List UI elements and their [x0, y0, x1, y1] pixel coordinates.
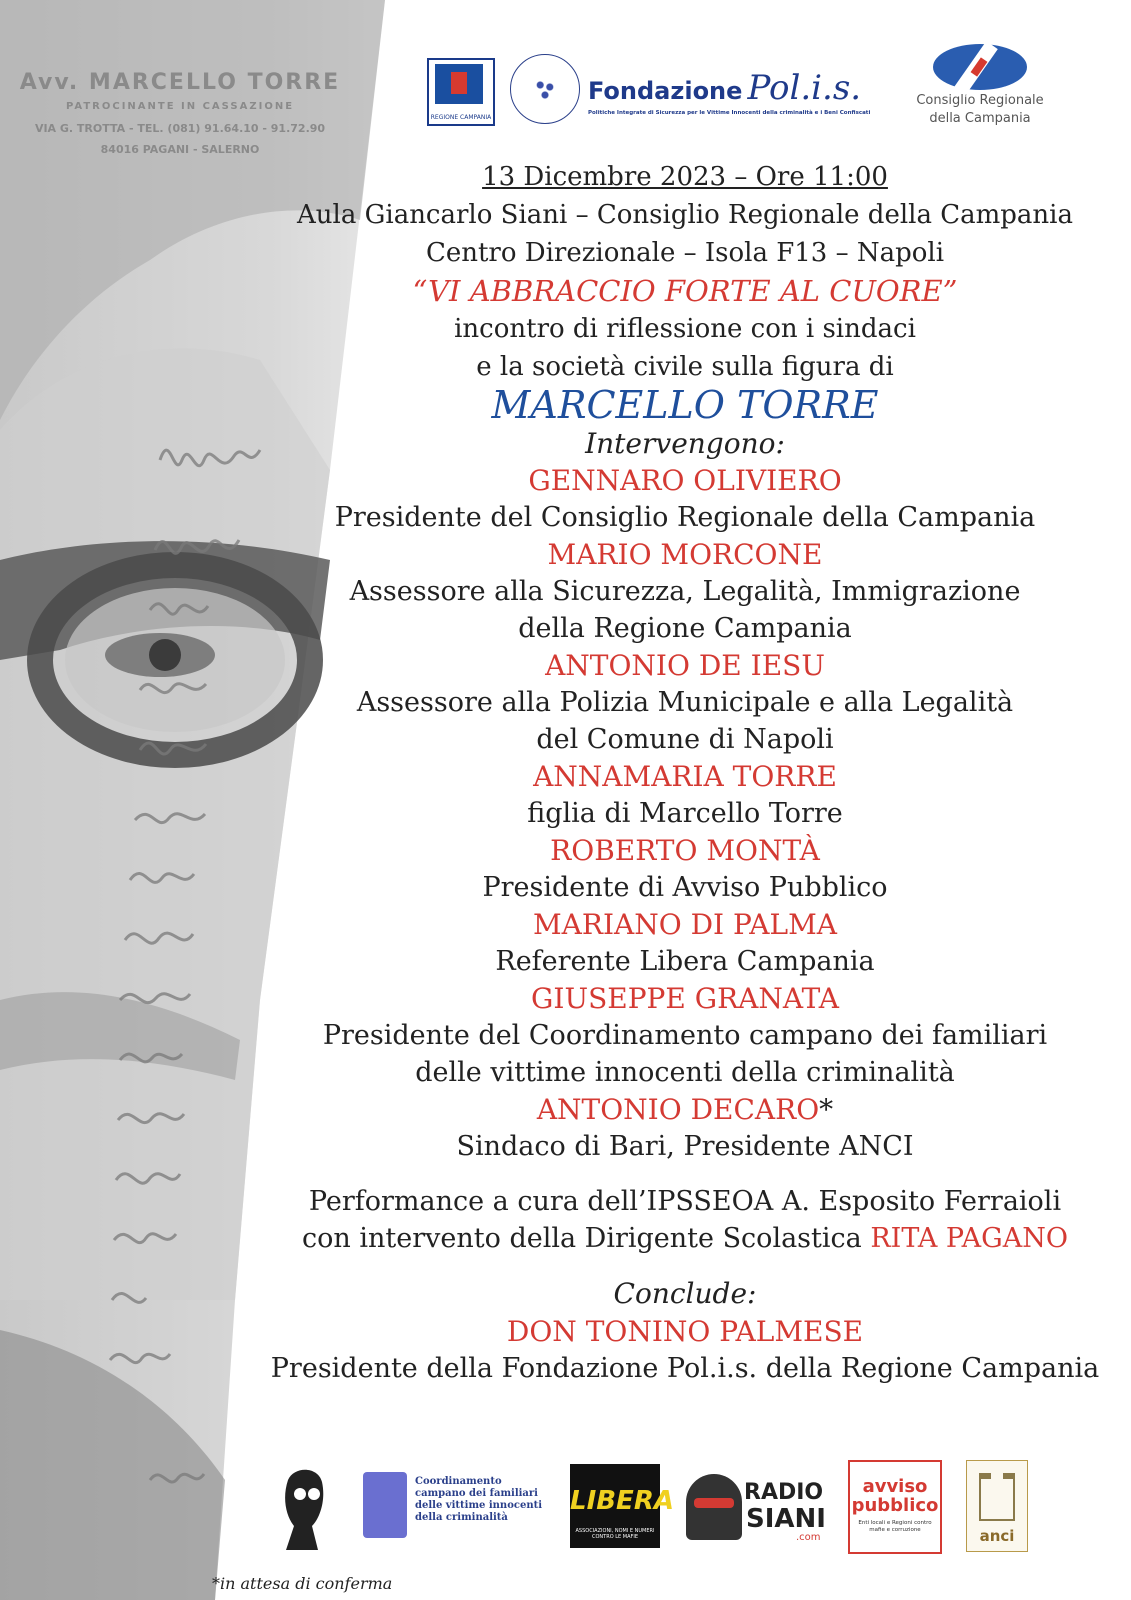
letterhead-subtitle: PATROCINANTE IN CASSAZIONE: [65, 101, 295, 112]
speaker-name: ANNAMARIA TORRE: [533, 760, 837, 793]
radio-suffix: .com: [796, 1532, 821, 1543]
event-title: “VI ABBRACCIO FORTE AL CUORE”: [412, 274, 958, 308]
performance-line1: Performance a cura dell’IPSSEOA A. Esposito Ferraioli: [308, 1186, 1062, 1217]
speaker-role: Sindaco di Bari, Presidente ANCI: [456, 1131, 914, 1162]
event-address: Centro Direzionale – Isola F13 – Napoli: [425, 238, 945, 268]
event-venue: Aula Giancarlo Siani – Consiglio Regionale della Campania: [297, 200, 1073, 230]
speaker-role: Assessore alla Sicurezza, Legalità, Immigrazione: [349, 576, 1021, 607]
radio-line1: RADIO: [744, 1480, 824, 1505]
regione-campania-logo: [427, 58, 495, 126]
speaker-name: ANTONIO DE IESU: [545, 649, 825, 682]
coordinamento-logo: [363, 1472, 553, 1542]
polis-tagline: Politiche Integrate di Sicurezza per le Vittime Innocenti della criminalità e i Beni Confiscati: [588, 110, 871, 116]
anci-tower-icon: [979, 1473, 1015, 1521]
speaker-role: Assessore alla Polizia Municipale e alla Legalità: [356, 687, 1014, 718]
speaker-list: [270, 462, 1100, 1165]
polis-dots-icon: [533, 79, 557, 99]
event-details: [270, 158, 1100, 1387]
letterhead-address: VIA G. TROTTA - TEL. (081) 91.64.10 - 91.72.90: [34, 122, 326, 135]
event-description-line2: e la società civile sulla figura di: [476, 352, 894, 382]
speaker-role: Presidente del Coordinamento campano dei familiari: [322, 1020, 1048, 1051]
radio-line2: SIANI: [746, 1504, 826, 1534]
anci-logo: [966, 1460, 1028, 1552]
speaker-name: ROBERTO MONTÀ: [550, 834, 820, 867]
regione-shield-icon: [435, 64, 483, 104]
performance-name: RITA PAGANO: [870, 1223, 1068, 1254]
consiglio-emblem-icon: [933, 40, 1027, 92]
polis-prefix: Fondazione: [588, 77, 743, 105]
speaker-role: figlia di Marcello Torre: [527, 798, 843, 829]
polis-emblem-icon: [510, 54, 580, 124]
polis-wordmark: [588, 68, 898, 116]
coordinamento-text: Coordinamento campano dei familiari delle vittime innocenti della criminalità: [415, 1476, 543, 1523]
consiglio-line2: della Campania: [929, 111, 1031, 126]
event-date: 13 Dicembre 2023 – Ore 11:00: [482, 162, 888, 192]
speaker-role: Presidente del Consiglio Regionale della Campania: [334, 502, 1036, 533]
speaker-name-asterisk: *: [819, 1093, 834, 1126]
regione-label: REGIONE CAMPANIA: [430, 114, 492, 121]
consiglio-regionale-logo: [910, 40, 1050, 150]
speaker-name: [270, 1091, 1100, 1128]
libera-name: LIBERA: [570, 1486, 674, 1516]
speaker-name: GIUSEPPE GRANATA: [531, 982, 839, 1015]
letterhead-city: 84016 PAGANI - SALERNO: [100, 143, 260, 156]
speaker-role: delle vittime innocenti della criminalità: [415, 1057, 955, 1088]
performance-line2: [270, 1220, 1100, 1257]
speaker-role: Presidente di Avviso Pubblico: [482, 872, 888, 903]
libera-logo: [570, 1464, 674, 1548]
coordinamento-emblem-icon: [363, 1472, 407, 1538]
speaker-role: della Regione Campania: [518, 613, 852, 644]
partner-logos: [268, 1460, 1068, 1550]
speaker-name: MARIANO DI PALMA: [533, 908, 837, 941]
speaker-name: GENNARO OLIVIERO: [528, 464, 842, 497]
letterhead-name: Avv. MARCELLO TORRE: [19, 70, 341, 95]
libera-sub: ASSOCIAZIONI, NOMI E NUMERI CONTRO LE MAFIE: [575, 1528, 655, 1540]
anci-name: anci: [979, 1527, 1015, 1545]
radio-siani-face-icon: [686, 1474, 742, 1540]
speaker-role: Referente Libera Campania: [495, 946, 875, 977]
torre-portrait-logo: [274, 1460, 334, 1550]
polis-name: Pol.i.s.: [747, 68, 862, 108]
speaker-name: MARIO MORCONE: [547, 538, 823, 571]
avviso-sub: Enti locali e Regioni contro mafie e corruzione: [858, 1520, 932, 1533]
speaker-role: del Comune di Napoli: [536, 724, 834, 755]
event-description-line1: incontro di riflessione con i sindaci: [454, 314, 916, 344]
speakers-label: Intervengono:: [585, 427, 785, 460]
speaker-name-text: ANTONIO DECARO: [536, 1093, 820, 1126]
conclusion-label: Conclude:: [613, 1277, 757, 1310]
avviso-pubblico-logo: [848, 1460, 942, 1554]
event-subject: MARCELLO TORRE: [491, 383, 879, 427]
avviso-line2: pubblico: [851, 1495, 939, 1516]
conclusion-name: DON TONINO PALMESE: [506, 1315, 864, 1348]
consiglio-line1: Consiglio Regionale: [916, 93, 1044, 108]
avviso-line1: avviso: [862, 1476, 928, 1497]
footnote: *in attesa di conferma: [212, 1574, 393, 1593]
conclusion-role: Presidente della Fondazione Pol.i.s. della Regione Campania: [270, 1353, 1100, 1384]
radio-siani-logo: [686, 1474, 826, 1544]
performance-prefix: con intervento della Dirigente Scolastica: [302, 1223, 862, 1254]
letterhead: [0, 70, 360, 156]
top-logos: [420, 40, 1060, 150]
